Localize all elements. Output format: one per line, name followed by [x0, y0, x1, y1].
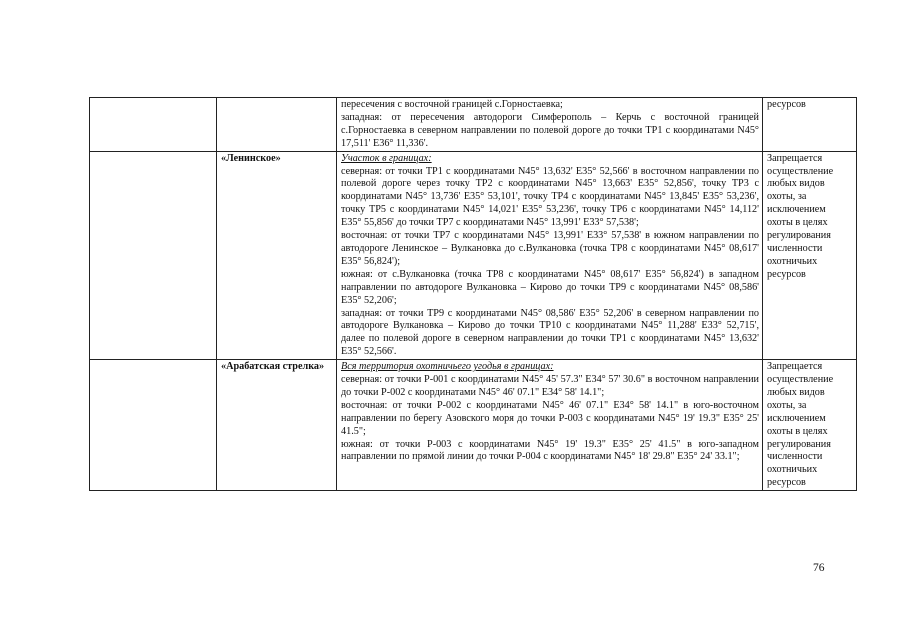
restriction-cell — [763, 151, 857, 360]
boundary-paragraph: западная: от точки ТР9 с координатами N45° 08,586' E35° 52,206' в северном направлении по автодороге Вулкановка – Кирово до точки ТР10 с координатами N45° 11,288' E33° 52,715', далее по полевой дороге в северном направлении до точки ТР1 с координатами N45° 13,632' E35° 52,566'. — [341, 307, 759, 358]
section-heading: Вся территория охотничьего угодья в границах: — [341, 361, 554, 373]
restriction-line: охотничьих — [767, 464, 818, 476]
restriction-cell — [763, 360, 857, 491]
restriction-line: исключением — [767, 412, 826, 424]
boundary-description-cell — [337, 98, 763, 152]
restriction-line: охоты, за — [767, 399, 807, 411]
table-row — [90, 360, 857, 491]
restriction-line: численности — [767, 451, 823, 463]
restriction-line: ресурсов — [767, 99, 806, 110]
boundary-paragraph: западная: от пересечения автодороги Симферополь – Керчь с восточной границей с.Горностаевка в северном направлении по полевой дороге до точки ТР1 с координатами N45° 17,511' E36° 11,336'. — [341, 111, 759, 149]
restriction-line: Запрещается — [767, 361, 823, 373]
restriction-line: численности — [767, 242, 823, 254]
restriction-line: Запрещается — [767, 152, 823, 164]
restriction-line: охоты в целях — [767, 425, 828, 437]
restriction-line: осуществление — [767, 165, 834, 177]
ground-name-cell: «Арабатская стрелка» — [217, 360, 337, 491]
ground-name-cell: «Ленинское» — [217, 151, 337, 360]
section-heading: Участок в границах: — [341, 152, 432, 164]
boundary-description-cell — [337, 360, 763, 491]
hunting-grounds-table — [89, 97, 857, 491]
boundary-paragraph: южная: от с.Вулкановка (точка ТР8 с координатами N45° 08,617' E35° 56,824') в западном направлении по автодороге Вулкановка – Кирово до точки ТР9 с координатами N45° 08,586' E35° 52,206'; — [341, 268, 759, 306]
table-row — [90, 98, 857, 152]
empty-cell — [90, 360, 217, 491]
boundary-description-cell — [337, 151, 763, 360]
restriction-line: осуществление — [767, 374, 834, 386]
boundary-paragraph: северная: от точки ТР1 с координатами N45° 13,632' E35° 52,566' в восточном направлении по полевой дороге через точку ТР2 с координатами N45° 13,663' E35° 52,856', точку ТР3 с координатами N45° 13,736' E35° 53,101', точку ТР4 с координатами N45° 13,845' E35° 53,236', точку ТР5 с координатами N45° 14,021' E35° 53,236', точку ТР6 с координатами N45° 14,112' E35° 55,856' до точки ТР7 с координатами N45° 13,991' E33° 57,538'; — [341, 165, 759, 229]
restriction-line: любых видов — [767, 386, 825, 398]
boundary-paragraph: восточная: от точки Р-002 с координатами N45° 46' 07.1" E34° 58' 14.1" в юго-восточном направлении по берегу Азовского моря до точки Р-003 с координатами N45° 19' 19.3" E35° 25' 41.5"; — [341, 399, 759, 437]
boundary-paragraph: северная: от точки Р-001 с координатами N45° 45' 57.3" E34° 57' 30.6" в восточном направлении до точки Р-002 с координатами N45° 46' 07.1" E34° 58' 14.1"; — [341, 374, 759, 398]
restriction-line: охоты в целях — [767, 217, 828, 229]
restriction-line: регулирования — [767, 438, 831, 450]
ground-name-cell — [217, 98, 337, 152]
boundary-paragraph: южная: от точки Р-003 с координатами N45° 19' 19.3" E35° 25' 41.5" в юго-западном направлении по прямой линии до точки Р-004 с координатами N45° 18' 29.8" E35° 24' 33.1"; — [341, 438, 759, 463]
restriction-line: охотничьих — [767, 255, 818, 267]
restriction-line: охоты, за — [767, 191, 807, 203]
empty-cell — [90, 151, 217, 360]
boundary-paragraph: пересечения с восточной границей с.Горностаевка; — [341, 99, 563, 110]
restriction-line: регулирования — [767, 230, 831, 242]
boundary-paragraph: восточная: от точки ТР7 с координатами N45° 13,991' E33° 57,538' в южном направлении по автодороге Ленинское – Вулкановка до с.Вулкановка (точка ТР8 с координатами N45° 08,617' E35° 56,824'); — [341, 230, 759, 267]
empty-cell — [90, 98, 217, 152]
table-body — [90, 98, 857, 491]
restriction-line: ресурсов — [767, 268, 806, 280]
restriction-line: ресурсов — [767, 477, 806, 489]
restriction-line: исключением — [767, 204, 826, 216]
page-number: 76 — [813, 562, 825, 574]
restriction-line: любых видов — [767, 178, 825, 190]
table-row — [90, 151, 857, 360]
restriction-cell — [763, 98, 857, 152]
